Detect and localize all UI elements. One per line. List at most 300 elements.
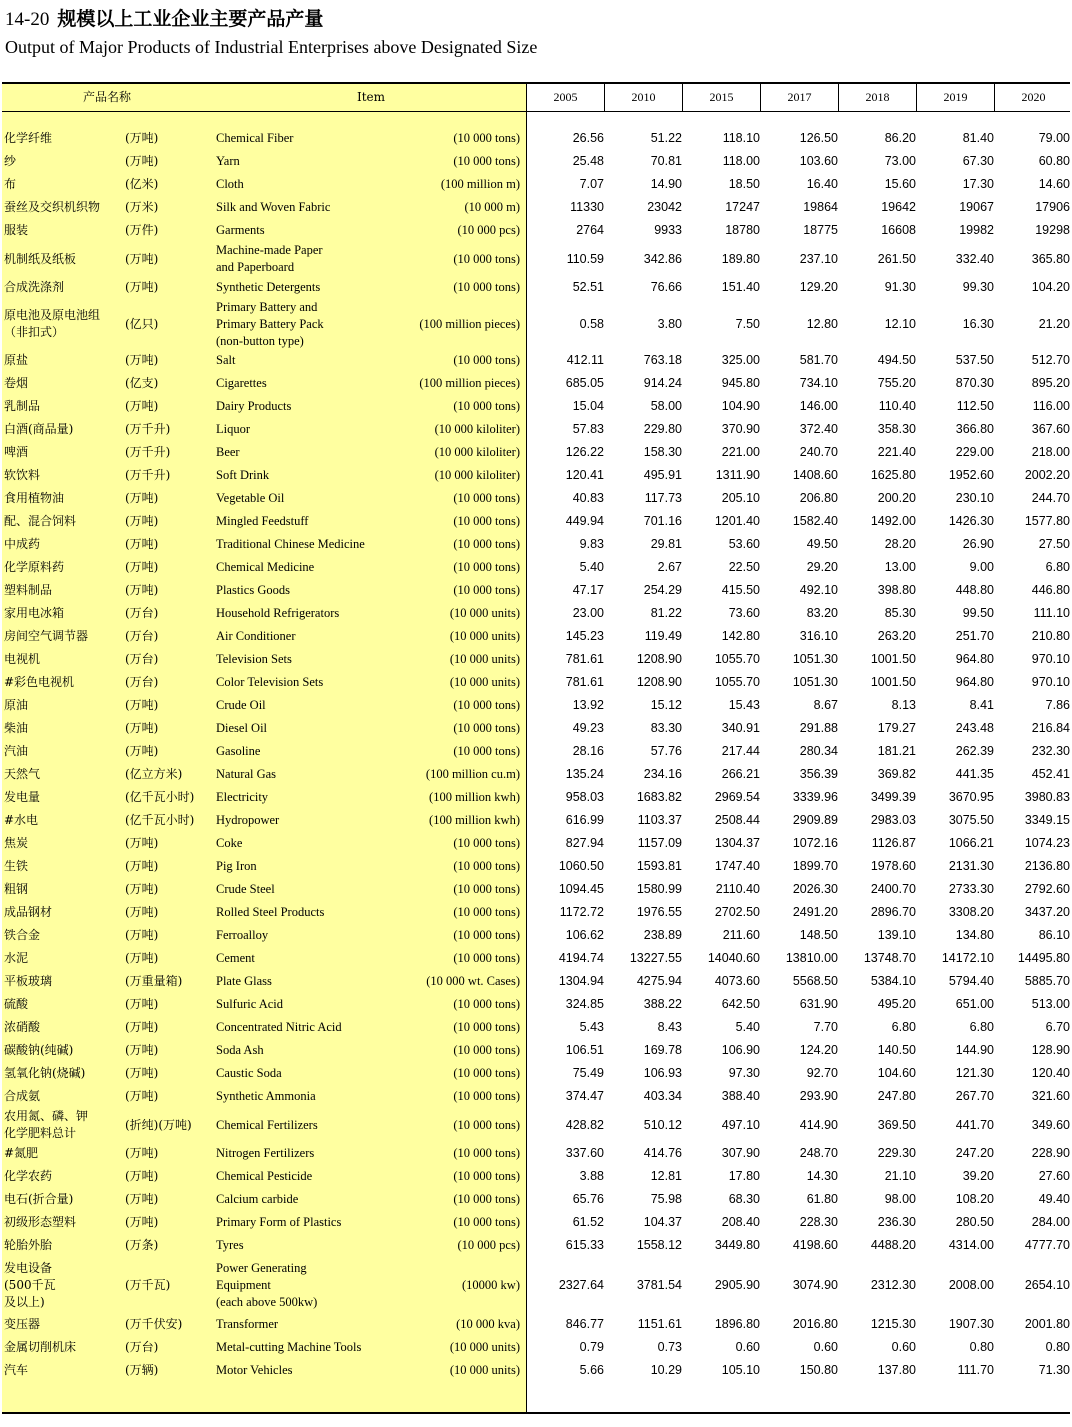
value-cell-text: 17906 xyxy=(1035,200,1070,214)
value-cell xyxy=(996,855,1070,878)
value-cell xyxy=(920,510,994,533)
value-cell-text: 23.00 xyxy=(572,606,604,620)
value-cell-text: 412.11 xyxy=(566,353,604,367)
value-cell-text: 11330 xyxy=(570,200,604,214)
value-cell xyxy=(764,924,838,947)
value-cell xyxy=(842,299,916,349)
value-cell xyxy=(920,809,994,832)
value-cell xyxy=(920,219,994,242)
value-cell xyxy=(764,763,838,786)
value-cell-text: 106.51 xyxy=(565,1043,604,1057)
unit-cn-text: (万吨) xyxy=(125,882,159,896)
value-cell xyxy=(608,625,682,648)
value-cell xyxy=(842,556,916,579)
value-cell xyxy=(920,970,994,993)
table-row xyxy=(2,579,1070,602)
value-cell xyxy=(842,1108,916,1142)
value-cell-text: 248.70 xyxy=(799,1146,838,1160)
value-cell xyxy=(996,809,1070,832)
value-cell-text: 21.20 xyxy=(1038,316,1070,331)
value-cell-text: 441.35 xyxy=(955,767,994,781)
item-name-cn-text: #水电 xyxy=(4,813,39,827)
value-cell-text: 254.29 xyxy=(643,583,682,597)
unit-cn-text: (万辆) xyxy=(125,1363,159,1377)
value-cell xyxy=(842,196,916,219)
unit-en-text: (10 000 tons) xyxy=(453,491,520,505)
value-cell-text: 99.30 xyxy=(962,280,994,294)
unit-en-text: (10 000 kva) xyxy=(456,1317,520,1331)
unit-cn xyxy=(125,786,215,809)
unit-cn xyxy=(125,219,215,242)
value-cell xyxy=(920,786,994,809)
value-cell-text: 895.20 xyxy=(1031,376,1070,390)
unit-en xyxy=(382,717,520,740)
value-cell-text: 497.10 xyxy=(721,1117,760,1132)
unit-en-text: (10 000 units) xyxy=(449,1363,520,1377)
unit-en-text: (10 000 kiloliter) xyxy=(434,468,520,482)
item-name-cn xyxy=(4,1359,124,1382)
value-cell-text: 210.80 xyxy=(1031,629,1070,643)
value-cell-text: 13227.55 xyxy=(629,951,682,965)
value-cell xyxy=(608,1257,682,1313)
value-cell-text: 104.20 xyxy=(1031,280,1070,294)
value-cell-text: 208.40 xyxy=(721,1215,760,1229)
value-cell xyxy=(686,832,760,855)
value-cell xyxy=(608,993,682,1016)
unit-en xyxy=(382,878,520,901)
value-cell-text: 2733.30 xyxy=(948,882,994,896)
value-cell xyxy=(920,1234,994,1257)
value-cell xyxy=(996,441,1070,464)
value-cell-text: 6.80 xyxy=(969,1020,994,1034)
item-name-en-text: Caustic Soda xyxy=(216,1066,282,1080)
unit-cn-text: (万台) xyxy=(125,629,159,643)
value-cell xyxy=(842,1062,916,1085)
value-cell xyxy=(608,1039,682,1062)
value-cell-text: 1103.37 xyxy=(637,813,682,827)
value-cell-text: 106.90 xyxy=(721,1043,760,1057)
value-cell xyxy=(686,1257,760,1313)
item-name-cn-text: #氮肥 xyxy=(4,1146,39,1160)
value-cell-text: 4314.00 xyxy=(948,1238,994,1252)
value-cell-text: 1593.81 xyxy=(636,859,682,873)
item-name-cn xyxy=(4,418,124,441)
value-cell xyxy=(842,1336,916,1359)
unit-cn-text: (万吨) xyxy=(125,1169,159,1183)
unit-en-text: (10 000 units) xyxy=(449,606,520,620)
item-name-cn xyxy=(4,196,124,219)
value-cell-text: 14495.80 xyxy=(1017,951,1070,965)
value-cell-text: 13.00 xyxy=(884,560,916,574)
value-cell xyxy=(686,855,760,878)
value-cell-text: 970.10 xyxy=(1031,652,1070,666)
value-cell xyxy=(996,556,1070,579)
value-cell-text: 17.30 xyxy=(962,177,994,191)
value-cell-text: 110.40 xyxy=(878,399,916,413)
value-cell-text: 8.67 xyxy=(813,698,838,712)
value-cell-text: 337.60 xyxy=(565,1146,604,1160)
value-cell-text: 1208.90 xyxy=(636,652,682,666)
value-cell xyxy=(920,740,994,763)
value-cell-text: 85.30 xyxy=(884,606,916,620)
item-name-cn xyxy=(4,372,124,395)
value-cell-text: 105.10 xyxy=(721,1363,760,1377)
unit-en xyxy=(382,1016,520,1039)
item-name-cn-text: 食用植物油 xyxy=(4,491,65,505)
value-cell xyxy=(686,1085,760,1108)
value-cell-text: 71.30 xyxy=(1038,1363,1070,1377)
value-cell xyxy=(686,901,760,924)
item-name-en-text: Plate Glass xyxy=(216,974,272,988)
value-cell xyxy=(764,970,838,993)
value-cell xyxy=(996,717,1070,740)
value-cell xyxy=(996,763,1070,786)
value-cell-text: 914.24 xyxy=(643,376,682,390)
item-name-en-text: Mingled Feedstuff xyxy=(216,514,309,528)
value-cell-text: 23042 xyxy=(647,200,682,214)
value-cell-text: 581.70 xyxy=(799,353,838,367)
item-name-cn-text: 天然气 xyxy=(4,767,41,781)
value-cell-text: 0.58 xyxy=(579,316,604,331)
item-name-cn-text: 电石(折合量) xyxy=(4,1192,74,1206)
unit-en-text: (100 million kwh) xyxy=(429,813,520,827)
value-cell-text: 280.50 xyxy=(955,1215,994,1229)
value-cell xyxy=(920,464,994,487)
value-cell xyxy=(996,127,1070,150)
value-cell xyxy=(686,993,760,1016)
unit-cn xyxy=(125,173,215,196)
value-cell-text: 14.90 xyxy=(650,177,682,191)
value-cell-text: 2764 xyxy=(576,223,604,237)
value-cell xyxy=(920,832,994,855)
table-row xyxy=(2,694,1070,717)
value-cell-text: 266.21 xyxy=(721,767,760,781)
value-cell xyxy=(608,276,682,299)
value-cell-text: 40.83 xyxy=(572,491,604,505)
value-cell xyxy=(996,395,1070,418)
value-cell-text: 2.67 xyxy=(657,560,682,574)
unit-en-text: (100 million kwh) xyxy=(429,790,520,804)
value-cell xyxy=(996,150,1070,173)
item-name-en-text: Concentrated Nitric Acid xyxy=(216,1020,342,1034)
value-cell-text: 332.40 xyxy=(955,251,994,266)
value-cell-text: 370.90 xyxy=(721,422,760,436)
item-name-cn-text: 房间空气调节器 xyxy=(4,629,89,643)
unit-cn xyxy=(125,625,215,648)
item-name-en-text: Coke xyxy=(216,836,243,850)
value-cell xyxy=(608,242,682,276)
unit-en-text: (10 000 tons) xyxy=(453,698,520,712)
value-cell xyxy=(530,1188,604,1211)
value-cell-text: 145.23 xyxy=(565,629,604,643)
value-cell-text: 414.90 xyxy=(799,1117,838,1132)
value-cell xyxy=(608,196,682,219)
item-name-cn xyxy=(4,464,124,487)
value-cell xyxy=(920,1142,994,1165)
value-cell-text: 945.80 xyxy=(721,376,760,390)
unit-en-text: (10 000 tons) xyxy=(453,1117,520,1132)
value-cell xyxy=(530,970,604,993)
value-cell xyxy=(530,1257,604,1313)
unit-en xyxy=(382,1336,520,1359)
unit-cn xyxy=(125,855,215,878)
value-cell-text: 217.44 xyxy=(721,744,760,758)
value-cell xyxy=(530,372,604,395)
value-cell xyxy=(996,242,1070,276)
table-row xyxy=(2,395,1070,418)
value-cell xyxy=(608,832,682,855)
value-cell-text: 3.88 xyxy=(579,1169,604,1183)
unit-cn-text: (万台) xyxy=(125,675,159,689)
table-row xyxy=(2,196,1070,219)
value-cell-text: 1094.45 xyxy=(558,882,604,896)
value-cell-text: 58.00 xyxy=(650,399,682,413)
value-cell-text: 2702.50 xyxy=(714,905,760,919)
item-name-en-text: Nitrogen Fertilizers xyxy=(216,1146,315,1160)
unit-cn-text: (万吨) xyxy=(125,1215,159,1229)
value-cell xyxy=(686,809,760,832)
value-cell xyxy=(686,395,760,418)
unit-cn-text: (万吨) xyxy=(125,537,159,551)
value-cell xyxy=(530,717,604,740)
value-cell-text: 1492.00 xyxy=(870,514,916,528)
unit-cn-text: (万台) xyxy=(125,652,159,666)
value-cell-text: 148.50 xyxy=(799,928,838,942)
item-name-cn xyxy=(4,786,124,809)
value-cell xyxy=(996,602,1070,625)
value-cell xyxy=(530,510,604,533)
value-cell-text: 492.10 xyxy=(799,583,838,597)
value-cell xyxy=(842,1359,916,1382)
unit-en-text: (10 000 tons) xyxy=(453,1169,520,1183)
value-cell-text: 221.00 xyxy=(721,445,760,459)
value-cell xyxy=(686,763,760,786)
value-cell xyxy=(842,878,916,901)
value-cell-text: 221.40 xyxy=(877,445,916,459)
value-cell-text: 3670.95 xyxy=(948,790,994,804)
table-row xyxy=(2,809,1070,832)
item-name-cn-text: 浓硝酸 xyxy=(4,1020,41,1034)
table-row xyxy=(2,1234,1070,1257)
item-name-cn xyxy=(4,809,124,832)
value-cell xyxy=(764,901,838,924)
value-cell xyxy=(842,1313,916,1336)
value-cell-text: 642.50 xyxy=(721,997,760,1011)
unit-cn xyxy=(125,1142,215,1165)
table-row xyxy=(2,464,1070,487)
value-cell xyxy=(686,349,760,372)
value-cell xyxy=(920,1257,994,1313)
unit-en xyxy=(382,1234,520,1257)
value-cell xyxy=(920,441,994,464)
item-name-cn-text: 化学原料药 xyxy=(4,560,65,574)
unit-en-text: (10 000 pcs) xyxy=(457,223,520,237)
value-cell xyxy=(996,533,1070,556)
value-cell xyxy=(764,556,838,579)
item-name-en-text: Primary Battery and Primary Battery Pack (non-button type) xyxy=(216,299,324,348)
value-cell-text: 0.80 xyxy=(1045,1340,1070,1354)
item-name-cn-text: 机制纸及纸板 xyxy=(4,251,77,266)
value-cell-text: 244.70 xyxy=(1031,491,1070,505)
value-cell-text: 388.40 xyxy=(721,1089,760,1103)
value-cell-text: 428.82 xyxy=(565,1117,604,1132)
item-name-en-text: Dairy Products xyxy=(216,399,292,413)
unit-cn-text: (亿支) xyxy=(125,376,159,390)
value-cell xyxy=(996,671,1070,694)
table-row xyxy=(2,970,1070,993)
value-cell xyxy=(842,993,916,1016)
item-name-en-text: Cloth xyxy=(216,177,244,191)
item-name-en-text: Soda Ash xyxy=(216,1043,264,1057)
value-cell-text: 2905.90 xyxy=(714,1277,760,1292)
value-cell xyxy=(996,1234,1070,1257)
unit-en-text: (100 million pieces) xyxy=(419,316,520,331)
value-cell xyxy=(996,487,1070,510)
unit-cn-text: (亿千瓦小时) xyxy=(125,790,195,804)
value-cell-text: 228.30 xyxy=(799,1215,838,1229)
value-cell-text: 65.76 xyxy=(572,1192,604,1206)
value-cell xyxy=(608,299,682,349)
value-cell-text: 229.30 xyxy=(877,1146,916,1160)
table-row xyxy=(2,349,1070,372)
value-cell-text: 5568.50 xyxy=(792,974,838,988)
header-year: 2010 xyxy=(604,84,682,111)
table-row xyxy=(2,1039,1070,1062)
value-cell-text: 449.94 xyxy=(565,514,604,528)
value-cell xyxy=(920,349,994,372)
value-cell xyxy=(920,418,994,441)
value-cell-text: 73.60 xyxy=(728,606,760,620)
value-cell-text: 6.70 xyxy=(1045,1020,1070,1034)
item-name-cn xyxy=(4,924,124,947)
value-cell xyxy=(530,625,604,648)
unit-cn xyxy=(125,832,215,855)
item-name-cn-text: 化学农药 xyxy=(4,1169,53,1183)
value-cell-text: 8.13 xyxy=(891,698,916,712)
value-cell-text: 325.00 xyxy=(721,353,760,367)
item-name-en-text: Diesel Oil xyxy=(216,721,268,735)
value-cell-text: 2002.20 xyxy=(1024,468,1070,482)
table-row xyxy=(2,299,1070,349)
value-cell xyxy=(920,694,994,717)
value-cell-text: 81.40 xyxy=(962,131,994,145)
value-cell xyxy=(764,510,838,533)
value-cell-text: 4488.20 xyxy=(870,1238,916,1252)
item-name-cn xyxy=(4,1165,124,1188)
value-cell xyxy=(996,1313,1070,1336)
table-row xyxy=(2,1142,1070,1165)
unit-cn xyxy=(125,299,215,349)
value-cell-text: 356.39 xyxy=(799,767,838,781)
value-cell xyxy=(764,533,838,556)
item-name-cn xyxy=(4,1085,124,1108)
item-name-en-text: Chemical Fertilizers xyxy=(216,1117,318,1132)
table-row xyxy=(2,1336,1070,1359)
item-name-cn xyxy=(4,349,124,372)
unit-en-text: (10 000 wt. Cases) xyxy=(426,974,520,988)
unit-cn-text: (万吨) xyxy=(125,251,159,266)
value-cell xyxy=(686,1188,760,1211)
data-table xyxy=(2,82,1070,1414)
value-cell xyxy=(764,878,838,901)
item-name-cn xyxy=(4,510,124,533)
value-cell xyxy=(686,418,760,441)
value-cell xyxy=(686,196,760,219)
value-cell-text: 513.00 xyxy=(1031,997,1070,1011)
value-cell-text: 86.20 xyxy=(884,131,916,145)
value-cell-text: 267.70 xyxy=(955,1089,994,1103)
value-cell xyxy=(686,579,760,602)
value-cell xyxy=(842,349,916,372)
value-cell xyxy=(608,924,682,947)
value-cell xyxy=(530,602,604,625)
value-cell xyxy=(920,1039,994,1062)
item-name-cn-text: 发电量 xyxy=(4,790,41,804)
value-cell xyxy=(842,510,916,533)
value-cell-text: 284.00 xyxy=(1031,1215,1070,1229)
unit-en-text: (10 000 kiloliter) xyxy=(434,445,520,459)
value-cell xyxy=(996,579,1070,602)
value-cell xyxy=(530,832,604,855)
value-cell xyxy=(530,740,604,763)
value-cell xyxy=(842,1165,916,1188)
value-cell xyxy=(764,487,838,510)
value-cell xyxy=(920,487,994,510)
item-name-en-text: Soft Drink xyxy=(216,468,270,482)
value-cell-text: 2508.44 xyxy=(714,813,760,827)
unit-cn-text: (万吨) xyxy=(125,399,159,413)
value-cell xyxy=(996,1142,1070,1165)
unit-cn xyxy=(125,127,215,150)
value-cell xyxy=(996,625,1070,648)
value-cell-text: 366.80 xyxy=(955,422,994,436)
value-cell-text: 7.86 xyxy=(1045,698,1070,712)
value-cell xyxy=(842,579,916,602)
item-name-en-text: Air Conditioner xyxy=(216,629,296,643)
item-name-cn xyxy=(4,127,124,150)
value-cell-text: 106.62 xyxy=(565,928,604,942)
unit-cn xyxy=(125,924,215,947)
value-cell-text: 0.80 xyxy=(969,1340,994,1354)
value-cell xyxy=(686,556,760,579)
value-cell-text: 117.73 xyxy=(644,491,682,505)
value-cell xyxy=(996,740,1070,763)
item-name-en-text: Tyres xyxy=(216,1238,244,1252)
value-cell xyxy=(842,127,916,150)
value-cell-text: 415.50 xyxy=(721,583,760,597)
table-title-en: Output of Major Products of Industrial Enterprises above Designated Size xyxy=(5,37,538,57)
unit-cn-text: (万吨) xyxy=(125,353,159,367)
value-cell-text: 49.23 xyxy=(572,721,604,735)
value-cell xyxy=(530,173,604,196)
value-cell-text: 237.10 xyxy=(799,251,838,266)
value-cell xyxy=(530,150,604,173)
value-cell xyxy=(920,1359,994,1382)
unit-cn-text: (亿立方米) xyxy=(125,767,183,781)
value-cell-text: 2008.00 xyxy=(948,1277,994,1292)
value-cell-text: 14172.10 xyxy=(941,951,994,965)
unit-cn xyxy=(125,1165,215,1188)
value-cell xyxy=(608,648,682,671)
value-cell xyxy=(530,579,604,602)
item-name-cn-text: 铁合金 xyxy=(4,928,41,942)
value-cell-text: 1311.90 xyxy=(715,468,760,482)
value-cell xyxy=(842,533,916,556)
unit-cn-text: (万吨) xyxy=(125,1066,159,1080)
value-cell xyxy=(920,855,994,878)
value-cell xyxy=(920,173,994,196)
value-cell-text: 51.22 xyxy=(650,131,682,145)
